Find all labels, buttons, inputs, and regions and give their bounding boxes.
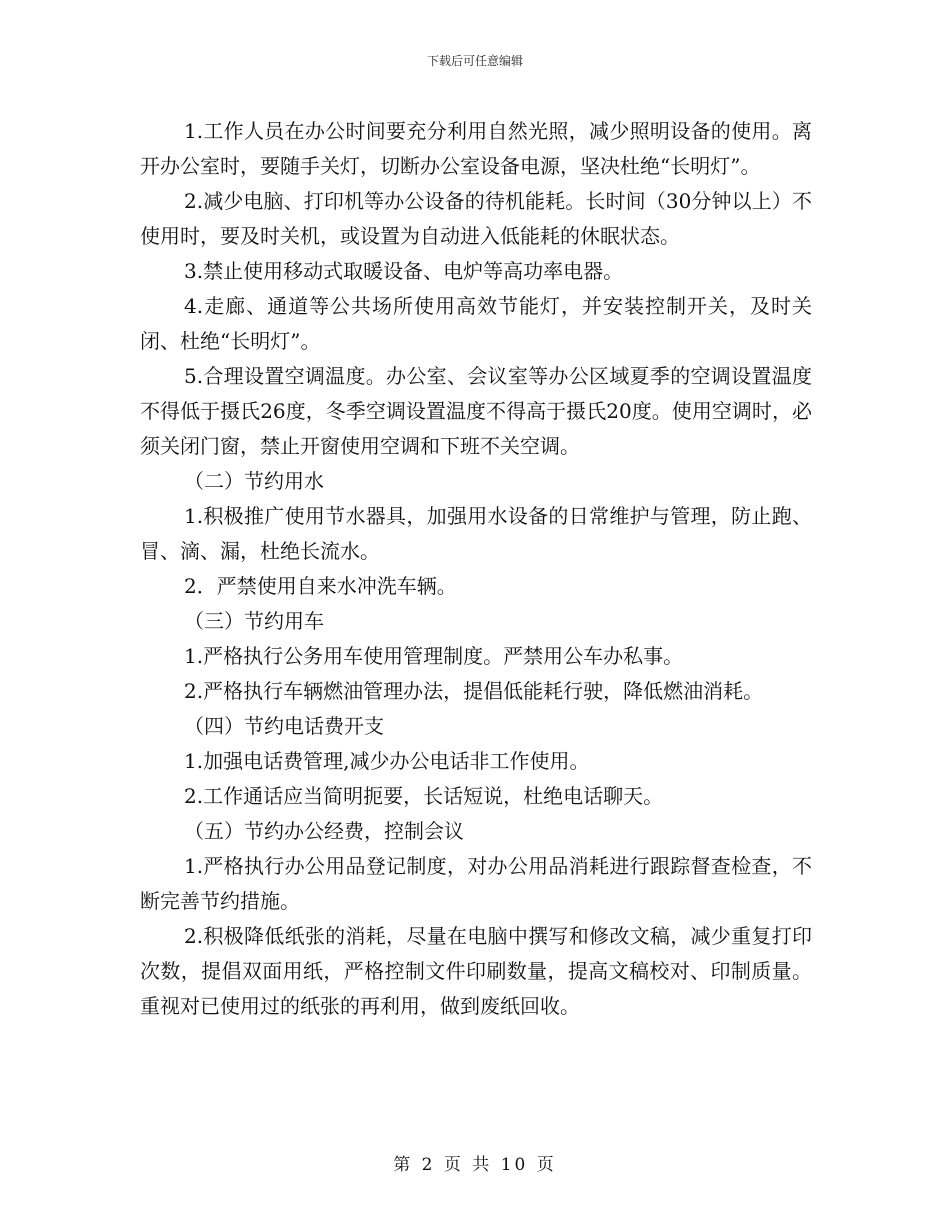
- paragraph-office-supplies: 1.严格执行办公用品登记制度，对办公用品消耗进行跟踪督查检查，不断完善节约措施。: [140, 854, 812, 913]
- document-body: [140, 114, 812, 1024]
- page-header: 下载后可任意编辑: [426, 54, 523, 68]
- paragraph-water-devices: 1.积极推广使用节水器具，加强用水设备的日常维护与管理，防止跑、冒、滴、漏，杜绝长流水。: [140, 504, 812, 563]
- paragraph-lighting: 1.工作人员在办公时间要充分利用自然光照，减少照明设备的使用。离开办公室时，要随手关灯，切断办公室设备电源，坚决杜绝“长明灯”。: [140, 119, 812, 178]
- section-heading-office-expenses: （五）节约办公经费，控制会议: [184, 819, 464, 843]
- paragraph-car-washing: 2．严禁使用自来水冲洗车辆。: [184, 574, 457, 598]
- paragraph-vehicle-policy: 1.严格执行公务用车使用管理制度。严禁用公车办私事。: [184, 644, 684, 668]
- section-heading-vehicles: （三）节约用车: [184, 609, 324, 633]
- paragraph-standby-power: 2.减少电脑、打印机等办公设备的待机能耗。长时间（30分钟以上）不使用时，要及时关机，或设置为自动进入低能耗的休眠状态。: [140, 189, 812, 248]
- paragraph-air-conditioning: 5.合理设置空调温度。办公室、会议室等办公区域夏季的空调设置温度不得低于摄氏26度，冬季空调设置温度不得高于摄氏20度。使用空调时，必须关闭门窗，禁止开窗使用空调和下班不关空调。: [140, 364, 812, 458]
- paragraph-fuel: 2.严格执行车辆燃油管理办法，提倡低能耗行驶，降低燃油消耗。: [184, 679, 764, 703]
- section-heading-water: （二）节约用水: [184, 469, 324, 493]
- paragraph-phone-management: 1.加强电话费管理,减少办公电话非工作使用。: [184, 749, 590, 773]
- paragraph-paper: 2.积极降低纸张的消耗，尽量在电脑中撰写和修改文稿，减少重复打印次数，提倡双面用纸，严格控制文件印刷数量，提高文稿校对、印制质量。重视对已使用过的纸张的再利用，做到废纸回收。: [140, 924, 812, 1018]
- paragraph-phone-calls: 2.工作通话应当简明扼要，长话短说，杜绝电话聊天。: [184, 784, 664, 808]
- paragraph-heaters: 3.禁止使用移动式取暖设备、电炉等高功率电器。: [184, 259, 624, 283]
- section-heading-phone: （四）节约电话费开支: [184, 714, 384, 738]
- page-number-footer: 第 2 页 共 10 页: [393, 1155, 557, 1175]
- paragraph-corridor-lights: 4.走廊、通道等公共场所使用高效节能灯，并安装控制开关，及时关闭、杜绝“长明灯”。: [140, 294, 812, 353]
